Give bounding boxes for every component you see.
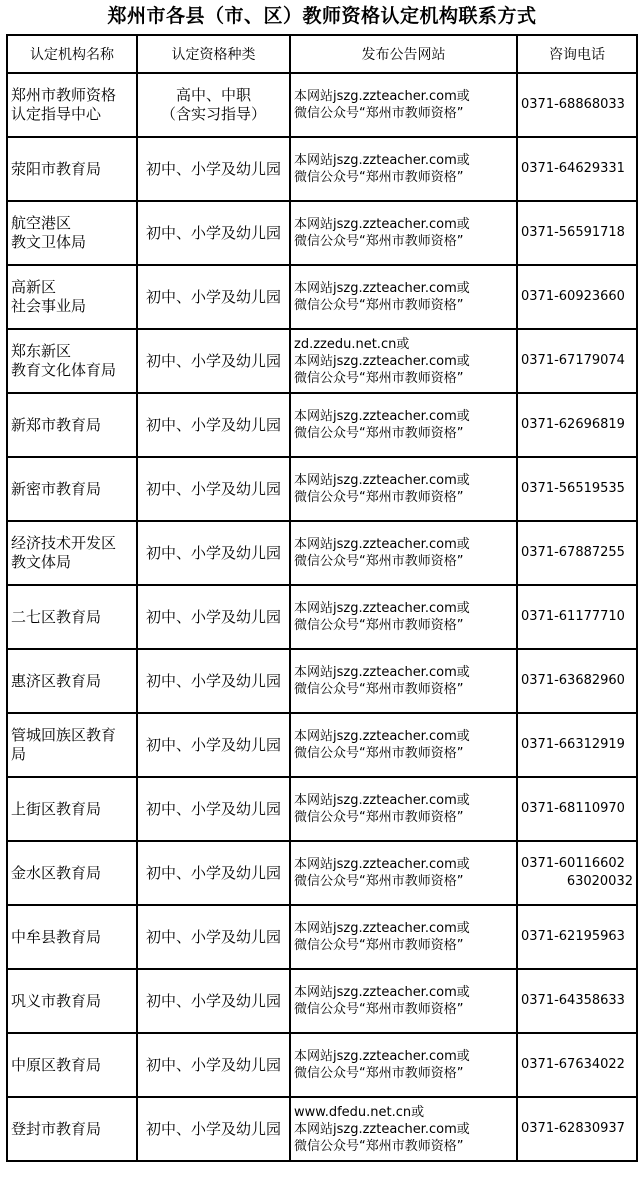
agency-name-line: 金水区教育局 xyxy=(11,863,102,882)
announcement-site-cell xyxy=(290,969,517,1033)
header-qualification-type: 认定资格种类 xyxy=(137,35,290,73)
agency-name-line: 社会事业局 xyxy=(11,297,87,315)
announcement-site-line: 本网站jszg.zzteacher.com或 xyxy=(294,537,470,552)
qualification-type-cell xyxy=(137,905,290,969)
table-row xyxy=(7,969,637,1033)
agency-name-line: 郑州市教师资格 xyxy=(11,86,117,104)
phone-line: 0371-60116602 xyxy=(521,856,625,871)
phone-cell xyxy=(517,329,637,393)
phone-cell xyxy=(517,1097,637,1161)
announcement-site-cell xyxy=(290,841,517,905)
agency-name-line: 教文卫体局 xyxy=(11,233,87,251)
announcement-site-line: 本网站jszg.zzteacher.com或 xyxy=(294,1049,470,1064)
agency-name-cell xyxy=(7,393,137,457)
announcement-site-line: 微信公众号“郑州市教师资格” xyxy=(294,554,464,569)
table-row xyxy=(7,1097,637,1161)
agency-name-cell xyxy=(7,457,137,521)
agency-name-cell xyxy=(7,1033,137,1097)
qualification-type-cell xyxy=(137,457,290,521)
announcement-site-cell xyxy=(290,73,517,137)
agency-name-cell xyxy=(7,905,137,969)
phone-line: 0371-64358633 xyxy=(521,993,625,1008)
qualification-type-cell xyxy=(137,713,290,777)
phone-cell xyxy=(517,969,637,1033)
announcement-site-line: 本网站jszg.zzteacher.com或 xyxy=(294,985,470,1000)
qualification-type-cell xyxy=(137,393,290,457)
agency-name-line: 教文体局 xyxy=(11,553,72,571)
agency-name-line: 教育文化体育局 xyxy=(11,361,117,379)
agency-name-line: 上街区教育局 xyxy=(11,799,102,818)
agency-name-line: 荥阳市教育局 xyxy=(11,159,102,178)
agency-name-line: 中牟县教育局 xyxy=(11,927,102,946)
phone-line: 0371-61177710 xyxy=(521,609,625,624)
phone-cell xyxy=(517,521,637,585)
announcement-site-cell xyxy=(290,713,517,777)
agency-name-cell xyxy=(7,201,137,265)
agency-name-line: 管城回族区教育 xyxy=(11,726,117,744)
qualification-type-line: 初中、小学及幼儿园 xyxy=(145,159,281,178)
agency-name-cell xyxy=(7,73,137,137)
table-row xyxy=(7,777,637,841)
header-announcement-site: 发布公告网站 xyxy=(290,35,517,73)
qualification-type-line: 初中、小学及幼儿园 xyxy=(145,543,281,562)
table-row xyxy=(7,841,637,905)
announcement-site-line: 微信公众号“郑州市教师资格” xyxy=(294,874,464,889)
qualification-type-line: 初中、小学及幼儿园 xyxy=(145,287,281,306)
announcement-site-line: 本网站jszg.zzteacher.com或 xyxy=(294,281,470,296)
announcement-site-cell xyxy=(290,393,517,457)
qualification-type-cell xyxy=(137,329,290,393)
announcement-site-cell xyxy=(290,457,517,521)
announcement-site-cell xyxy=(290,1097,517,1161)
table-row xyxy=(7,905,637,969)
announcement-site-line: 微信公众号“郑州市教师资格” xyxy=(294,618,464,633)
announcement-site-line: 微信公众号“郑州市教师资格” xyxy=(294,1002,464,1017)
announcement-site-line: 本网站jszg.zzteacher.com或 xyxy=(294,353,470,369)
announcement-site-line: 微信公众号“郑州市教师资格” xyxy=(294,938,464,953)
agency-name-line: 高新区 xyxy=(11,278,57,296)
qualification-type-cell xyxy=(137,73,290,137)
phone-cell xyxy=(517,393,637,457)
phone-cell xyxy=(517,713,637,777)
qualification-type-line: 初中、小学及幼儿园 xyxy=(145,223,281,242)
announcement-site-line: 微信公众号“郑州市教师资格” xyxy=(294,746,464,761)
phone-cell xyxy=(517,841,637,905)
agency-name-cell xyxy=(7,585,137,649)
phone-cell xyxy=(517,777,637,841)
agency-name-cell xyxy=(7,713,137,777)
table-row xyxy=(7,265,637,329)
phone-line: 0371-68110970 xyxy=(521,801,625,816)
table-row xyxy=(7,649,637,713)
agency-name-line: 认定指导中心 xyxy=(11,105,102,123)
announcement-site-line: 本网站jszg.zzteacher.com或 xyxy=(294,217,470,232)
announcement-site-line: 微信公众号“郑州市教师资格” xyxy=(294,1066,464,1081)
announcement-site-line: 本网站jszg.zzteacher.com或 xyxy=(294,1121,470,1137)
agency-name-line: 登封市教育局 xyxy=(11,1119,102,1138)
agency-name-cell xyxy=(7,841,137,905)
agency-name-line: 中原区教育局 xyxy=(11,1055,102,1074)
phone-cell xyxy=(517,137,637,201)
qualification-type-line: 初中、小学及幼儿园 xyxy=(145,415,281,434)
phone-cell xyxy=(517,585,637,649)
phone-line: 0371-63682960 xyxy=(521,673,625,688)
phone-cell xyxy=(517,649,637,713)
phone-line: 63020032 xyxy=(566,874,633,889)
phone-line: 0371-56591718 xyxy=(521,225,625,240)
announcement-site-line: www.dfedu.net.cn或 xyxy=(294,1104,425,1120)
agency-name-cell xyxy=(7,329,137,393)
agency-name-line: 局 xyxy=(11,745,27,763)
announcement-site-line: 本网站jszg.zzteacher.com或 xyxy=(294,921,470,936)
qualification-type-cell xyxy=(137,137,290,201)
announcement-site-cell xyxy=(290,521,517,585)
table-row xyxy=(7,713,637,777)
announcement-site-cell xyxy=(290,777,517,841)
table-row xyxy=(7,457,637,521)
table-body xyxy=(7,73,637,1161)
table-row xyxy=(7,1033,637,1097)
qualification-type-cell xyxy=(137,265,290,329)
qualification-type-cell xyxy=(137,585,290,649)
announcement-site-cell xyxy=(290,201,517,265)
header-agency-name: 认定机构名称 xyxy=(7,35,137,73)
qualification-type-line: 初中、小学及幼儿园 xyxy=(145,479,281,498)
announcement-site-line: 本网站jszg.zzteacher.com或 xyxy=(294,409,470,424)
qualification-type-line: （含实习指导） xyxy=(160,105,266,123)
page-title: 郑州市各县（市、区）教师资格认定机构联系方式 xyxy=(107,5,537,27)
qualification-type-line: 初中、小学及幼儿园 xyxy=(145,607,281,626)
table-row xyxy=(7,137,637,201)
announcement-site-cell xyxy=(290,265,517,329)
announcement-site-cell xyxy=(290,137,517,201)
announcement-site-line: 微信公众号“郑州市教师资格” xyxy=(294,234,464,249)
qualification-type-cell xyxy=(137,1033,290,1097)
agency-name-cell xyxy=(7,777,137,841)
agency-name-line: 惠济区教育局 xyxy=(11,671,102,690)
announcement-site-line: 本网站jszg.zzteacher.com或 xyxy=(294,857,470,872)
header-phone: 咨询电话 xyxy=(517,35,637,73)
phone-cell xyxy=(517,201,637,265)
phone-line: 0371-67887255 xyxy=(521,545,625,560)
qualification-type-line: 初中、小学及幼儿园 xyxy=(145,671,281,690)
phone-cell xyxy=(517,265,637,329)
agency-name-line: 新密市教育局 xyxy=(11,479,102,498)
agency-name-cell xyxy=(7,137,137,201)
phone-cell xyxy=(517,457,637,521)
announcement-site-cell xyxy=(290,1033,517,1097)
agency-name-cell xyxy=(7,649,137,713)
announcement-site-cell xyxy=(290,329,517,393)
qualification-type-cell xyxy=(137,649,290,713)
qualification-type-line: 初中、小学及幼儿园 xyxy=(145,799,281,818)
qualification-type-line: 初中、小学及幼儿园 xyxy=(145,927,281,946)
table-row xyxy=(7,585,637,649)
announcement-site-line: 微信公众号“郑州市教师资格” xyxy=(294,106,464,121)
announcement-site-line: 微信公众号“郑州市教师资格” xyxy=(294,298,464,313)
phone-line: 0371-62696819 xyxy=(521,417,625,432)
agency-name-line: 经济技术开发区 xyxy=(11,534,117,552)
announcement-site-line: 微信公众号“郑州市教师资格” xyxy=(294,682,464,697)
qualification-type-line: 初中、小学及幼儿园 xyxy=(145,991,281,1010)
announcement-site-line: zd.zzedu.net.cn或 xyxy=(294,336,410,352)
table-header-row xyxy=(7,35,637,73)
agency-contact-table xyxy=(6,34,638,1162)
qualification-type-cell xyxy=(137,521,290,585)
qualification-type-cell xyxy=(137,841,290,905)
agency-name-line: 二七区教育局 xyxy=(11,607,102,626)
announcement-site-line: 微信公众号“郑州市教师资格” xyxy=(294,490,464,505)
phone-line: 0371-62195963 xyxy=(521,929,625,944)
phone-line: 0371-67179074 xyxy=(521,353,625,368)
announcement-site-line: 本网站jszg.zzteacher.com或 xyxy=(294,601,470,616)
phone-line: 0371-60923660 xyxy=(521,289,625,304)
table-row xyxy=(7,201,637,265)
announcement-site-cell xyxy=(290,905,517,969)
table-row xyxy=(7,393,637,457)
announcement-site-line: 微信公众号“郑州市教师资格” xyxy=(294,1138,464,1154)
announcement-site-line: 本网站jszg.zzteacher.com或 xyxy=(294,793,470,808)
table-row xyxy=(7,73,637,137)
phone-line: 0371-67634022 xyxy=(521,1057,625,1072)
qualification-type-line: 初中、小学及幼儿园 xyxy=(145,351,281,370)
agency-name-line: 新郑市教育局 xyxy=(11,415,102,434)
qualification-type-cell xyxy=(137,969,290,1033)
announcement-site-line: 微信公众号“郑州市教师资格” xyxy=(294,170,464,185)
phone-line: 0371-56519535 xyxy=(521,481,625,496)
qualification-type-cell xyxy=(137,777,290,841)
phone-line: 0371-62830937 xyxy=(521,1121,625,1136)
table-row xyxy=(7,521,637,585)
agency-name-cell xyxy=(7,1097,137,1161)
phone-cell xyxy=(517,905,637,969)
phone-line: 0371-66312919 xyxy=(521,737,625,752)
announcement-site-line: 微信公众号“郑州市教师资格” xyxy=(294,426,464,441)
announcement-site-cell xyxy=(290,585,517,649)
qualification-type-line: 初中、小学及幼儿园 xyxy=(145,1055,281,1074)
agency-name-cell xyxy=(7,969,137,1033)
announcement-site-line: 微信公众号“郑州市教师资格” xyxy=(294,810,464,825)
agency-name-line: 巩义市教育局 xyxy=(11,991,102,1010)
phone-cell xyxy=(517,73,637,137)
agency-name-line: 航空港区 xyxy=(11,214,72,232)
phone-cell xyxy=(517,1033,637,1097)
qualification-type-line: 高中、中职 xyxy=(175,86,251,104)
qualification-type-line: 初中、小学及幼儿园 xyxy=(145,735,281,754)
qualification-type-line: 初中、小学及幼儿园 xyxy=(145,863,281,882)
phone-line: 0371-64629331 xyxy=(521,161,625,176)
qualification-type-line: 初中、小学及幼儿园 xyxy=(145,1119,281,1138)
agency-name-cell xyxy=(7,265,137,329)
announcement-site-line: 本网站jszg.zzteacher.com或 xyxy=(294,153,470,168)
announcement-site-line: 本网站jszg.zzteacher.com或 xyxy=(294,665,470,680)
qualification-type-cell xyxy=(137,201,290,265)
qualification-type-cell xyxy=(137,1097,290,1161)
agency-name-cell xyxy=(7,521,137,585)
announcement-site-line: 本网站jszg.zzteacher.com或 xyxy=(294,729,470,744)
announcement-site-line: 本网站jszg.zzteacher.com或 xyxy=(294,89,470,104)
announcement-site-line: 本网站jszg.zzteacher.com或 xyxy=(294,473,470,488)
phone-line: 0371-68868033 xyxy=(521,97,625,112)
agency-name-line: 郑东新区 xyxy=(11,342,72,360)
announcement-site-line: 微信公众号“郑州市教师资格” xyxy=(294,370,464,386)
announcement-site-cell xyxy=(290,649,517,713)
table-row xyxy=(7,329,637,393)
